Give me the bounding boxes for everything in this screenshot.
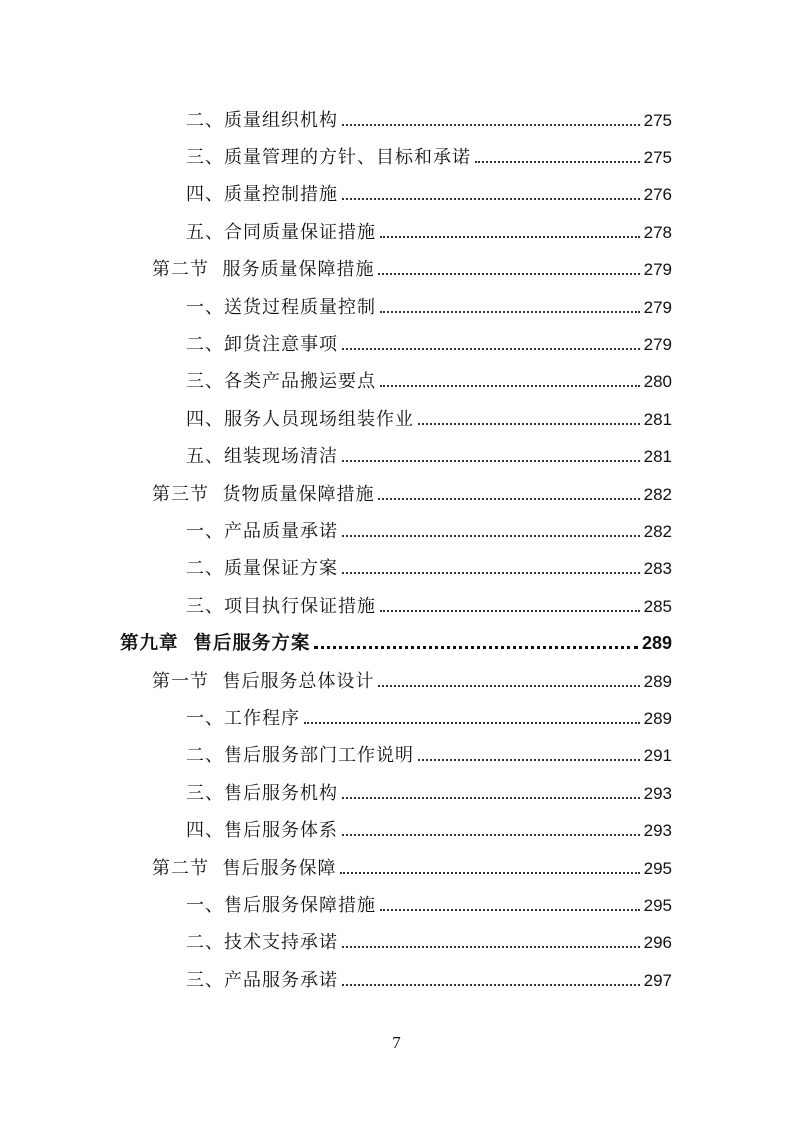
dot-leader xyxy=(314,646,638,649)
toc-entry-title: 质量组织机构 xyxy=(224,109,338,131)
toc-entry-page-number: 281 xyxy=(643,447,672,467)
dot-leader xyxy=(380,610,640,612)
toc-entry-page-number: 281 xyxy=(643,409,672,429)
toc-section-entry[interactable] xyxy=(0,474,793,511)
toc-entry-content xyxy=(186,143,672,169)
toc-entry-number: 一、 xyxy=(186,296,224,318)
toc-section-entry[interactable] xyxy=(0,848,793,885)
toc-entry-number: 第三节 xyxy=(152,483,223,505)
toc-entry-title: 工作程序 xyxy=(224,707,300,729)
toc-entry-content xyxy=(152,255,672,281)
dot-leader xyxy=(380,909,640,911)
toc-entry-title: 售后服务方案 xyxy=(193,633,311,655)
toc-entry-number: 第九章 xyxy=(120,633,194,655)
toc-entry-title: 质量控制措施 xyxy=(224,184,338,206)
toc-entry-content xyxy=(186,405,672,431)
toc-entry-page-number: 280 xyxy=(643,372,672,392)
toc-subsection-entry[interactable] xyxy=(0,698,793,735)
toc-entry-content xyxy=(152,480,672,506)
toc-entry-title: 产品服务承诺 xyxy=(224,969,338,991)
toc-entry-number: 二、 xyxy=(186,334,224,356)
toc-entry-number: 二、 xyxy=(186,558,224,580)
toc-subsection-entry[interactable] xyxy=(0,885,793,922)
toc-subsection-entry[interactable] xyxy=(0,549,793,586)
toc-entry-content xyxy=(152,854,672,880)
toc-entry-number: 三、 xyxy=(186,595,224,617)
dot-leader xyxy=(380,311,640,313)
toc-entry-number: 三、 xyxy=(186,969,224,991)
toc-entry-content xyxy=(186,704,672,730)
toc-entry-title: 合同质量保证措施 xyxy=(224,221,376,243)
toc-section-entry[interactable] xyxy=(0,250,793,287)
toc-entry-number: 二、 xyxy=(186,932,224,954)
toc-entry-page-number: 275 xyxy=(643,148,672,168)
toc-entry-page-number: 289 xyxy=(641,633,672,654)
toc-entry-title: 售后服务部门工作说明 xyxy=(224,745,414,767)
toc-entry-content xyxy=(152,667,672,693)
toc-entry-number: 五、 xyxy=(186,221,224,243)
toc-entry-number: 第一节 xyxy=(152,670,223,692)
toc-entry-page-number: 293 xyxy=(643,783,672,803)
toc-entry-page-number: 296 xyxy=(643,933,672,953)
toc-subsection-entry[interactable] xyxy=(0,773,793,810)
toc-entry-content xyxy=(186,367,672,393)
toc-subsection-entry[interactable] xyxy=(0,923,793,960)
toc-entry-number: 四、 xyxy=(186,820,224,842)
dot-leader xyxy=(304,722,640,724)
dot-leader xyxy=(378,273,639,275)
toc-entry-title: 售后服务保障措施 xyxy=(224,894,376,916)
dot-leader xyxy=(342,124,640,126)
dot-leader xyxy=(342,572,640,574)
toc-entry-number: 三、 xyxy=(186,782,224,804)
toc-subsection-entry[interactable] xyxy=(0,586,793,623)
toc-entry-content xyxy=(186,928,672,954)
toc-entry-page-number: 295 xyxy=(643,858,672,878)
dot-leader xyxy=(342,834,640,836)
toc-entry-title: 项目执行保证措施 xyxy=(224,595,376,617)
toc-entry-page-number: 289 xyxy=(643,708,672,728)
toc-entry-title: 送货过程质量控制 xyxy=(224,296,376,318)
toc-entry-title: 售后服务总体设计 xyxy=(222,670,375,692)
toc-entry-page-number: 295 xyxy=(643,895,672,915)
toc-entry-title: 质量保证方案 xyxy=(224,558,338,580)
dot-leader xyxy=(475,161,640,163)
toc-entry-content xyxy=(186,330,672,356)
dot-leader xyxy=(342,984,640,986)
toc-entry-page-number: 291 xyxy=(643,746,672,766)
dot-leader xyxy=(418,423,640,425)
toc-entry-content xyxy=(186,816,672,842)
toc-entry-number: 三、 xyxy=(186,147,224,169)
toc-entry-content xyxy=(186,218,672,244)
toc-entry-title: 质量管理的方针、目标和承诺 xyxy=(224,147,471,169)
toc-entry-content xyxy=(186,293,672,319)
toc-entry-number: 一、 xyxy=(186,707,224,729)
toc-entry-page-number: 275 xyxy=(643,110,672,130)
toc-entry-number: 第二节 xyxy=(152,259,223,281)
toc-entry-page-number: 279 xyxy=(643,260,672,280)
toc-entry-page-number: 282 xyxy=(643,521,672,541)
toc-entry-title: 卸货注意事项 xyxy=(224,334,338,356)
toc-entry-content xyxy=(186,966,672,992)
toc-entry-title: 组装现场清洁 xyxy=(224,446,338,468)
dot-leader xyxy=(380,385,640,387)
toc-entry-title: 服务人员现场组装作业 xyxy=(224,408,414,430)
toc-entry-content xyxy=(186,779,672,805)
toc-section-entry[interactable] xyxy=(0,661,793,698)
toc-entry-content xyxy=(186,442,672,468)
toc-entry-title: 售后服务体系 xyxy=(224,820,338,842)
dot-leader xyxy=(342,946,640,948)
toc-entry-page-number: 297 xyxy=(643,970,672,990)
toc-subsection-entry[interactable] xyxy=(0,100,793,137)
toc-chapter-entry[interactable] xyxy=(0,623,793,660)
toc-entry-number: 二、 xyxy=(186,745,224,767)
toc-entry-title: 技术支持承诺 xyxy=(224,932,338,954)
toc-entry-page-number: 282 xyxy=(643,484,672,504)
dot-leader xyxy=(380,236,640,238)
dot-leader xyxy=(342,535,640,537)
toc-entry-number: 四、 xyxy=(186,184,224,206)
toc-subsection-entry[interactable] xyxy=(0,399,793,436)
dot-leader xyxy=(342,348,640,350)
toc-subsection-entry[interactable] xyxy=(0,362,793,399)
toc-entry-content xyxy=(186,517,672,543)
toc-entry-title: 货物质量保障措施 xyxy=(222,483,375,505)
dot-leader xyxy=(378,685,639,687)
toc-entry-number: 五、 xyxy=(186,446,224,468)
table-of-contents xyxy=(0,100,793,997)
toc-entry-number: 第二节 xyxy=(152,857,223,879)
dot-leader xyxy=(342,460,640,462)
toc-entry-page-number: 278 xyxy=(643,222,672,242)
toc-subsection-entry[interactable] xyxy=(0,810,793,847)
dot-leader xyxy=(340,872,639,874)
toc-subsection-entry[interactable] xyxy=(0,175,793,212)
dot-leader xyxy=(342,198,640,200)
toc-entry-content xyxy=(186,554,672,580)
toc-entry-title: 服务质量保障措施 xyxy=(222,259,375,281)
toc-entry-number: 三、 xyxy=(186,371,224,393)
toc-entry-content xyxy=(186,741,672,767)
toc-subsection-entry[interactable] xyxy=(0,960,793,997)
toc-entry-page-number: 283 xyxy=(643,559,672,579)
toc-entry-page-number: 285 xyxy=(643,596,672,616)
toc-subsection-entry[interactable] xyxy=(0,137,793,174)
toc-subsection-entry[interactable] xyxy=(0,511,793,548)
dot-leader xyxy=(378,498,639,500)
toc-subsection-entry[interactable] xyxy=(0,287,793,324)
toc-entry-content xyxy=(120,629,672,655)
toc-entry-page-number: 279 xyxy=(643,335,672,355)
toc-entry-page-number: 279 xyxy=(643,297,672,317)
toc-entry-content xyxy=(186,592,672,618)
dot-leader xyxy=(342,797,640,799)
toc-entry-content xyxy=(186,891,672,917)
dot-leader xyxy=(418,759,640,761)
toc-entry-title: 各类产品搬运要点 xyxy=(224,371,376,393)
page-number: 7 xyxy=(392,1033,401,1052)
toc-entry-page-number: 289 xyxy=(643,671,672,691)
toc-subsection-entry[interactable] xyxy=(0,324,793,361)
toc-entry-title: 产品质量承诺 xyxy=(224,520,338,542)
toc-subsection-entry[interactable] xyxy=(0,212,793,249)
toc-entry-page-number: 293 xyxy=(643,821,672,841)
toc-entry-number: 一、 xyxy=(186,520,224,542)
toc-entry-page-number: 276 xyxy=(643,185,672,205)
toc-entry-number: 二、 xyxy=(186,109,224,131)
toc-entry-content xyxy=(186,180,672,206)
toc-entry-title: 售后服务保障 xyxy=(222,857,337,879)
toc-subsection-entry[interactable] xyxy=(0,437,793,474)
toc-entry-number: 四、 xyxy=(186,408,224,430)
toc-subsection-entry[interactable] xyxy=(0,736,793,773)
toc-entry-number: 一、 xyxy=(186,894,224,916)
toc-entry-content xyxy=(186,106,672,132)
toc-entry-title: 售后服务机构 xyxy=(224,782,338,804)
